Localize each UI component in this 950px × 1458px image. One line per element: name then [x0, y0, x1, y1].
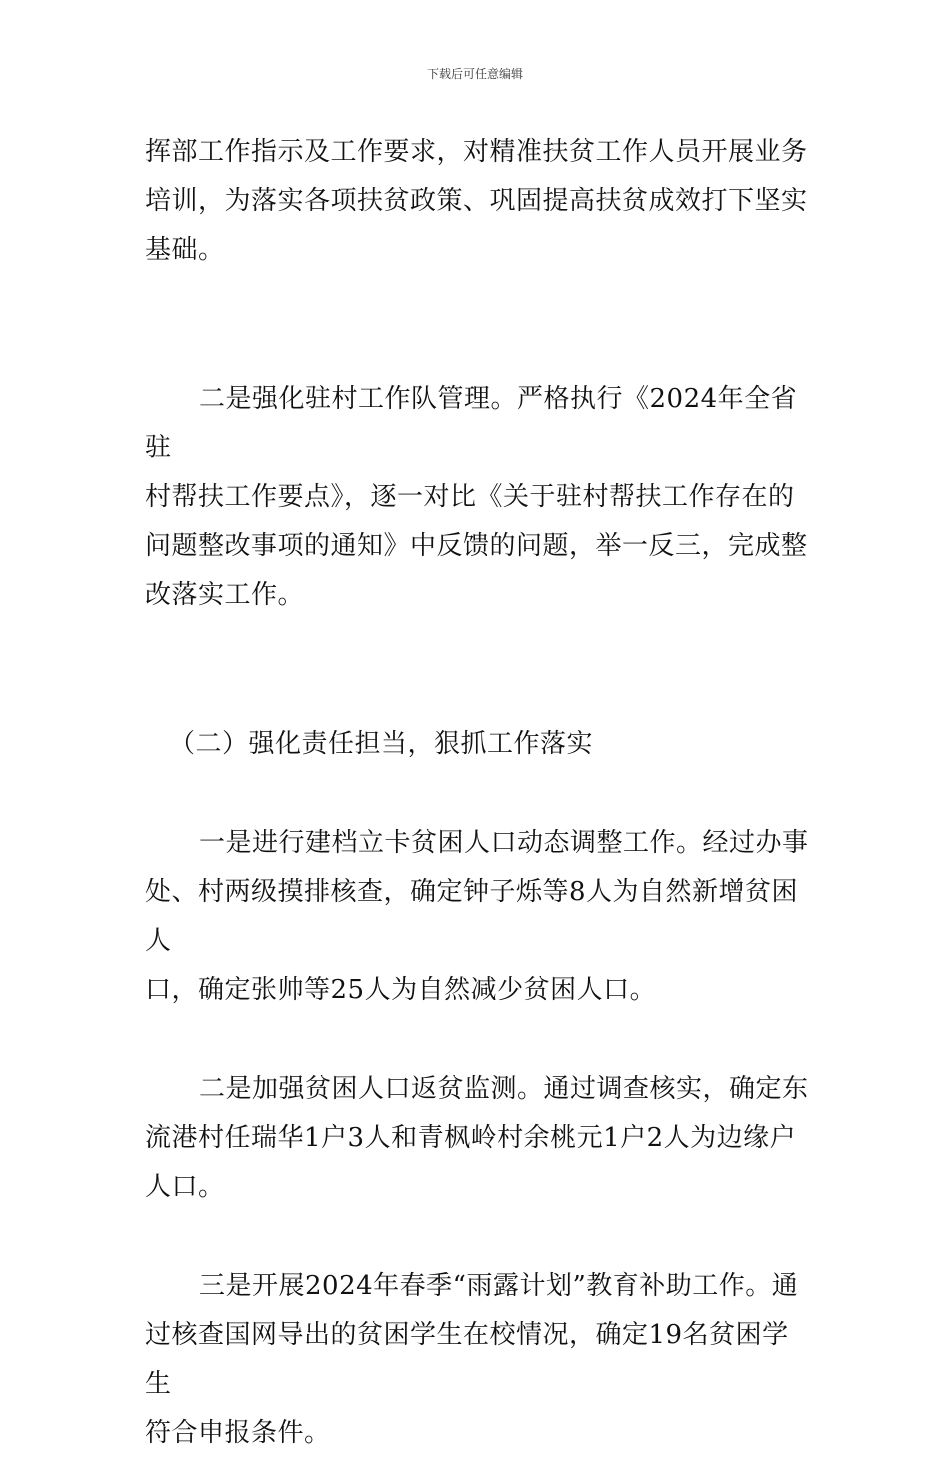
paragraph-line: 流港村任瑞华1户3人和青枫岭村余桃元1户2人为边缘户 [145, 1123, 797, 1153]
section-heading [145, 720, 810, 769]
paragraph-line: 改落实工作。 [145, 580, 305, 610]
paragraph-education-subsidy [145, 1262, 810, 1458]
paragraph-line: 人口。 [145, 1172, 225, 1202]
paragraph-team-management [145, 375, 810, 620]
paragraph-line: 符合申报条件。 [145, 1418, 331, 1448]
paragraph-line: 二是加强贫困人口返贫监测。通过调查核实，确定东 [199, 1074, 809, 1104]
paragraph-line: 处、村两级摸排核查，确定钟子烁等8人为自然新增贫困人 [145, 877, 799, 956]
paragraph-line: 问题整改事项的通知》中反馈的问题，举一反三，完成整 [145, 531, 808, 561]
section-heading-text: （二）强化责任担当，狠抓工作落实 [169, 729, 594, 759]
paragraph-line: 一是进行建档立卡贫困人口动态调整工作。经过办事 [199, 828, 809, 858]
document-body [145, 128, 810, 1458]
paragraph-line: 挥部工作指示及工作要求，对精准扶贫工作人员开展业务 [145, 137, 808, 167]
paragraph-poverty-monitoring [145, 1065, 810, 1212]
paragraph-dynamic-adjustment [145, 819, 810, 1015]
page-header: 下载后可任意编辑 [426, 67, 523, 81]
paragraph-line: 三是开展2024年春季“雨露计划”教育补助工作。通 [199, 1271, 799, 1301]
paragraph-line: 口，确定张帅等25人为自然减少贫困人口。 [145, 975, 657, 1005]
paragraph-line: 基础。 [145, 235, 225, 265]
paragraph-line: 培训，为落实各项扶贫政策、巩固提高扶贫成效打下坚实 [145, 186, 808, 216]
paragraph-training [145, 128, 810, 275]
paragraph-line: 村帮扶工作要点》，逐一对比《关于驻村帮扶工作存在的 [145, 482, 795, 512]
paragraph-line: 二是强化驻村工作队管理。严格执行《2024年全省驻 [145, 384, 798, 463]
paragraph-line: 过核查国网导出的贫困学生在校情况，确定19名贫困学生 [145, 1320, 789, 1399]
